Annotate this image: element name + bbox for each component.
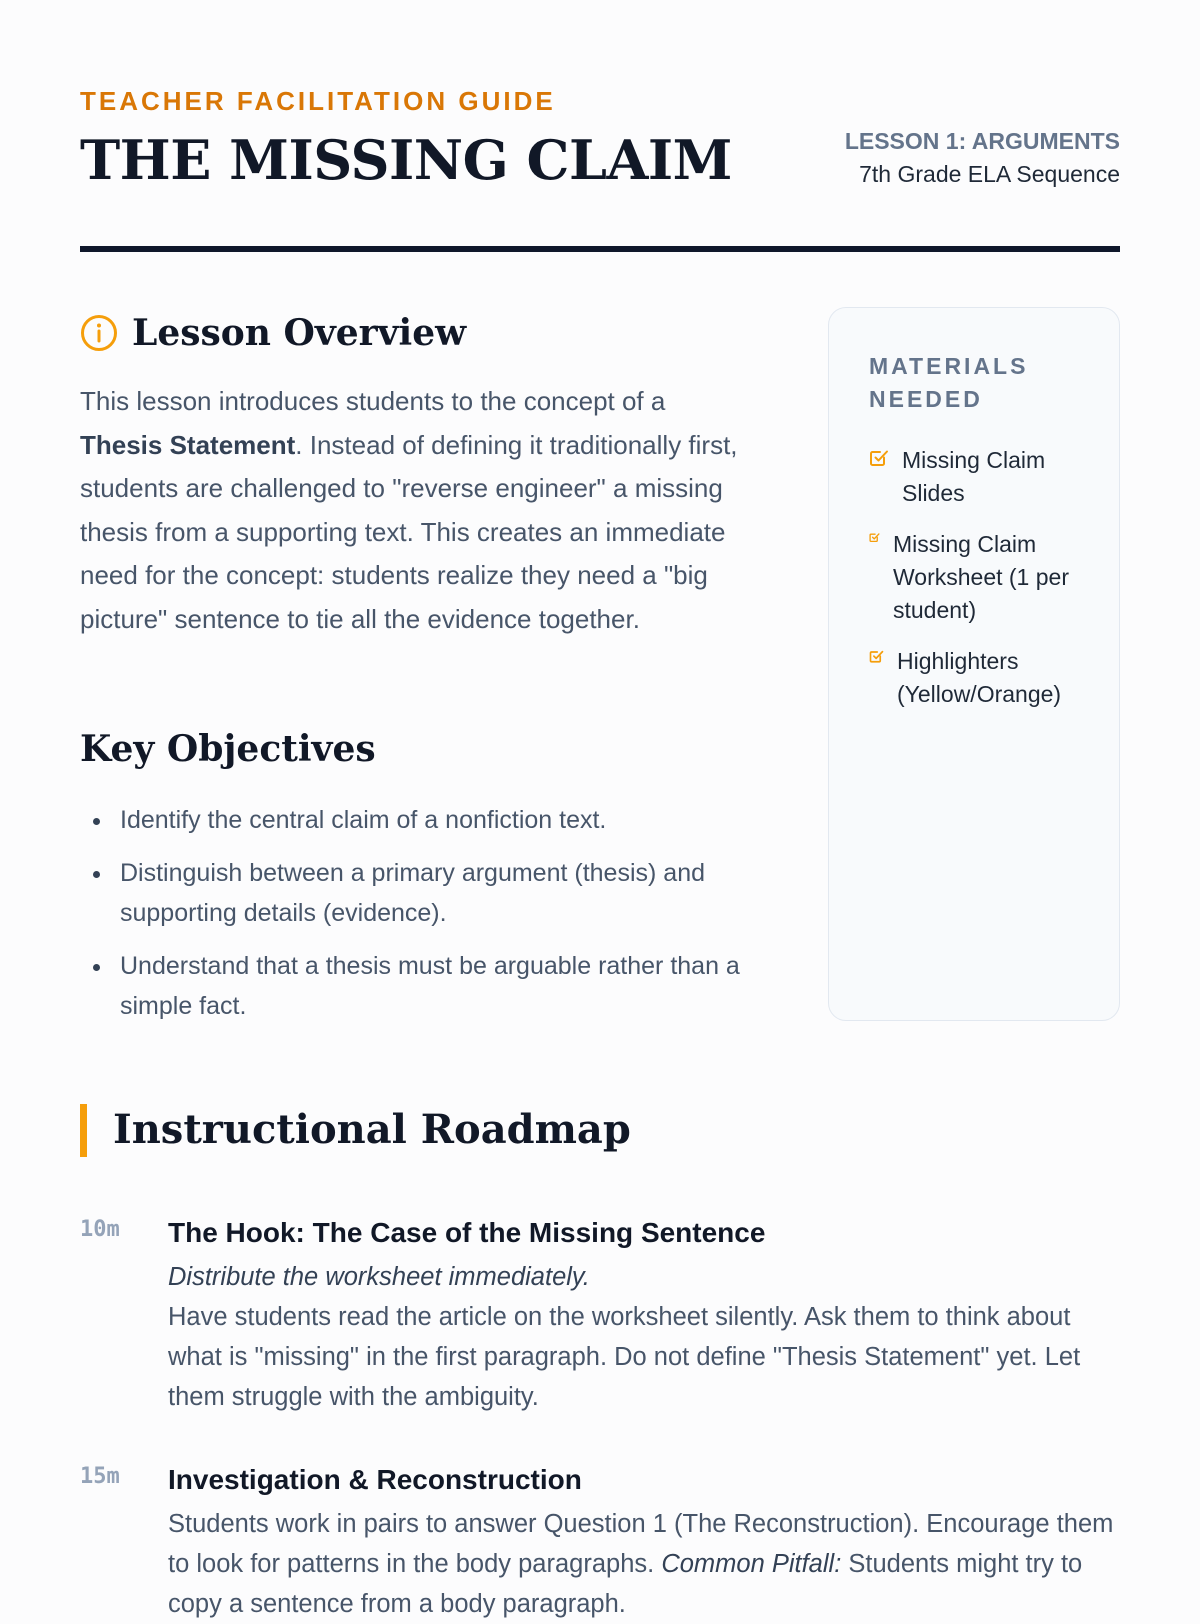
roadmap-accent-bar (80, 1104, 87, 1157)
overview-title: Lesson Overview (132, 312, 467, 354)
step-title: Investigation & Reconstruction (168, 1464, 582, 1495)
step-body (168, 1215, 1120, 1417)
objectives-title: Key Objectives (80, 728, 376, 770)
step-duration: 15m (80, 1464, 120, 1489)
overview-text-bold: Thesis Statement (80, 429, 296, 460)
lesson-subtitle: 7th Grade ELA Sequence (859, 161, 1120, 187)
header-divider (80, 246, 1120, 252)
step-text: Students work in pairs to answer Question 1 (The Reconstruction). Encourage them to look for patterns in the body paragraphs. (168, 1510, 1114, 1578)
step-pitfall-text: Students might try to copy a sentence from a body paragraph. (168, 1550, 1083, 1618)
page-title: THE MISSING CLAIM (80, 128, 732, 192)
checkbox-icon (869, 532, 880, 543)
info-icon (80, 314, 118, 352)
material-text: Missing Claim Worksheet (1 per student) (893, 531, 1069, 623)
step-description (168, 1504, 1120, 1624)
roadmap-title: Instructional Roadmap (113, 1106, 631, 1153)
objectives-list (80, 800, 800, 1039)
objective-item: Identify the central claim of a nonfiction text. (120, 800, 800, 840)
material-item (869, 444, 1085, 510)
step-title: The Hook: The Case of the Missing Sentence (168, 1217, 766, 1248)
overview-heading (80, 312, 466, 354)
checkbox-icon (869, 448, 889, 468)
overview-text-after: . Instead of defining it traditionally first, students are challenged to "reverse engineer" a missing thesis from a supporting text. This creates an immediate need for the concept: students realize they need a "big picture" sentence to tie all the evidence together. (80, 429, 738, 634)
step-text: Have students read the article on the worksheet silently. Ask them to think about what is "missing" in the first paragraph. Do not define "Thesis Statement" yet. Let them struggle with the ambiguity. (168, 1303, 1081, 1411)
material-item (869, 645, 1085, 711)
guide-page (80, 0, 1120, 1618)
step-duration: 10m (80, 1217, 120, 1242)
materials-card (828, 307, 1120, 1021)
objective-item: Distinguish between a primary argument (thesis) and supporting details (evidence). (120, 853, 800, 933)
material-text: Highlighters (Yellow/Orange) (897, 648, 1062, 707)
guide-eyebrow: TEACHER FACILITATION GUIDE (80, 86, 556, 116)
material-item (869, 528, 1085, 627)
step-description (168, 1257, 1120, 1417)
material-text: Missing Claim Slides (902, 447, 1046, 506)
checkbox-icon (869, 649, 884, 664)
lesson-label: LESSON 1: ARGUMENTS (844, 128, 1120, 154)
overview-text-before: This lesson introduces students to the concept of a (80, 386, 666, 416)
overview-paragraph (80, 380, 750, 641)
step-pitfall-label: Common Pitfall: (661, 1550, 842, 1578)
materials-title: MATERIALS NEEDED (869, 353, 1029, 412)
lesson-meta (845, 128, 1120, 188)
objective-item: Understand that a thesis must be arguable rather than a simple fact. (120, 946, 800, 1026)
step-note: Distribute the worksheet immediately. (168, 1263, 590, 1291)
